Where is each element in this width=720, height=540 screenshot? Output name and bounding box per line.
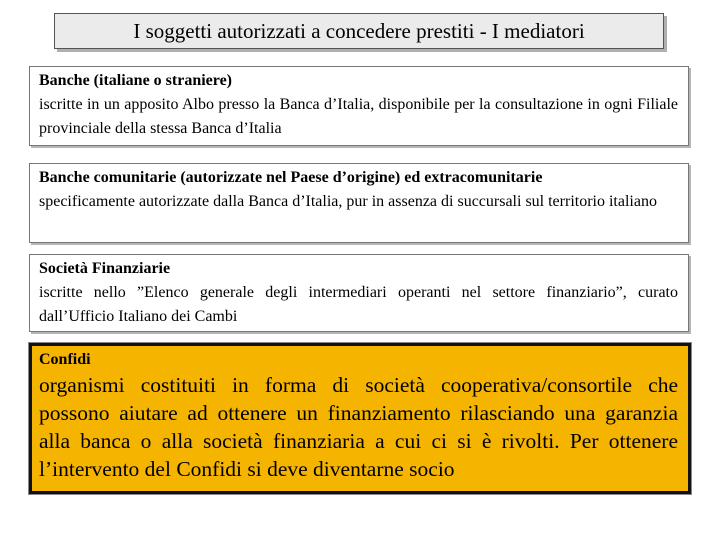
card-banche-comunitarie — [29, 163, 689, 243]
card-confidi — [29, 343, 691, 494]
card-heading: Banche (italiane o straniere) — [39, 72, 233, 89]
card-societa-finanziarie — [29, 254, 689, 332]
card-heading: Società Finanziarie — [39, 260, 171, 277]
card-heading: Banche comunitarie (autorizzate nel Paese d’origine) ed extracomunitarie — [39, 169, 543, 186]
slide-title: I soggetti autorizzati a concedere prestiti - I mediatori — [54, 13, 664, 49]
card-text: iscritte nello ”Elenco generale degli intermediari operanti nel settore finanziario”, curato dall’Ufficio Italiano dei Cambi — [39, 284, 678, 325]
confidi-heading: Confidi — [39, 351, 91, 368]
card-banche-italiane — [29, 66, 689, 146]
card-text: specificamente autorizzate dalla Banca d’Italia, pur in assenza di succursali sul territorio italiano — [39, 193, 657, 210]
confidi-text: organismi costituiti in forma di società cooperativa/consortile che possono aiutare ad ottenere un finanziamento rilasciando una garanzia alla banca o alla società finanziaria a cui ci si è rivolti. Per ottenere l’intervento del Confidi si deve diventarne socio — [39, 373, 678, 481]
card-text: iscritte in un apposito Albo presso la Banca d’Italia, disponibile per la consultazione in ogni Filiale provinciale della stessa Banca d’Italia — [39, 96, 678, 137]
